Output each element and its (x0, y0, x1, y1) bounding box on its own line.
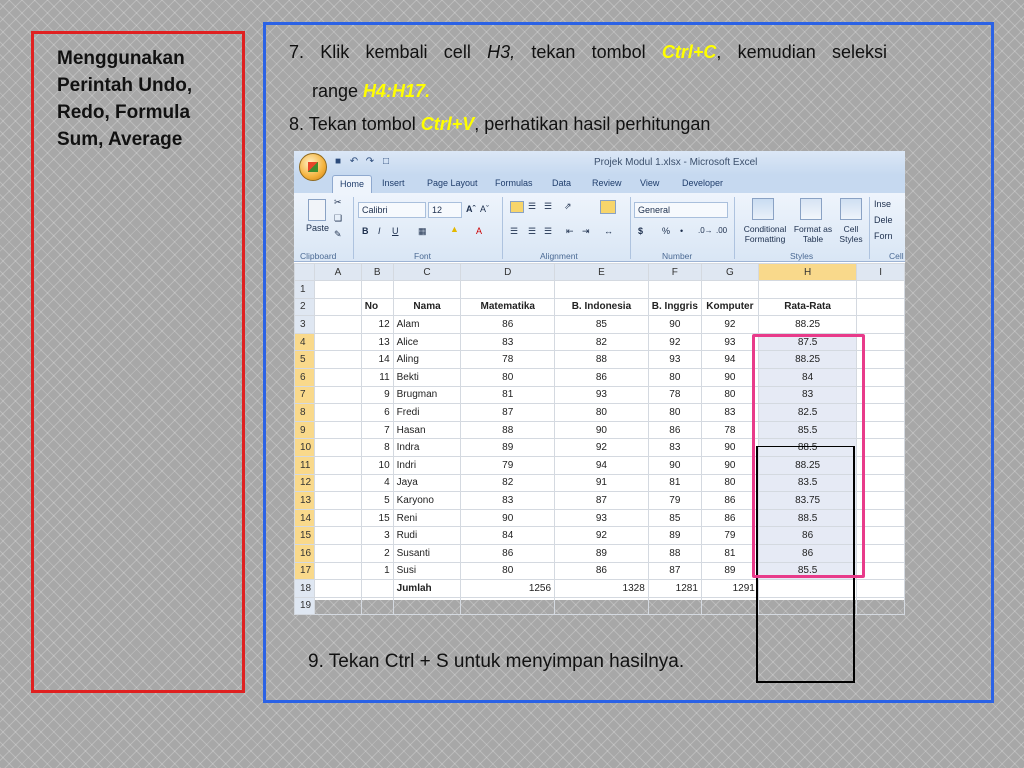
grow-font-icon[interactable]: Aˆ (466, 204, 476, 214)
column-header[interactable]: H (758, 264, 857, 281)
cell[interactable] (555, 597, 649, 615)
cell[interactable]: 5 (361, 492, 393, 510)
font-size-select[interactable]: 12 (428, 202, 462, 218)
step-8: 8. Tekan tombol Ctrl+V, perhatikan hasil perhitungan (289, 114, 711, 134)
row-header[interactable]: 4 (295, 333, 315, 351)
cell[interactable]: 90 (648, 456, 701, 474)
format-as-table-button[interactable]: Format as Table (793, 224, 833, 244)
fill-color-icon[interactable]: ▲ (450, 224, 459, 234)
total-cell[interactable]: 1328 (555, 580, 649, 598)
cell[interactable]: Alice (393, 333, 461, 351)
cell[interactable]: 80 (461, 562, 555, 580)
tab-formulas[interactable]: Formulas (495, 178, 533, 188)
header-cell[interactable]: B. Inggris (648, 298, 701, 316)
cell[interactable] (315, 404, 362, 422)
bold-icon[interactable]: B (362, 226, 369, 236)
cell[interactable]: 79 (461, 456, 555, 474)
cell[interactable]: 89 (701, 562, 758, 580)
table-row (295, 281, 905, 299)
cell[interactable] (315, 368, 362, 386)
header-cell[interactable]: Matematika (461, 298, 555, 316)
orientation-icon[interactable]: ⇗ (564, 201, 572, 211)
header-cell[interactable]: Komputer (701, 298, 758, 316)
cell[interactable] (857, 298, 905, 316)
cell[interactable] (701, 597, 758, 615)
cell[interactable] (315, 351, 362, 369)
cell[interactable]: 86 (648, 421, 701, 439)
average-cell[interactable]: 85.5 (758, 562, 857, 580)
borders-icon[interactable]: ▦ (418, 226, 427, 236)
number-format-select[interactable]: General (634, 202, 728, 218)
cell[interactable] (857, 316, 905, 334)
cell[interactable]: Aling (393, 351, 461, 369)
cell[interactable]: 87 (461, 404, 555, 422)
cell[interactable] (648, 597, 701, 615)
cell[interactable]: 90 (701, 439, 758, 457)
save-icon[interactable]: ■ (334, 156, 342, 167)
cell[interactable]: 86 (555, 562, 649, 580)
table-row (295, 316, 905, 334)
cell[interactable] (393, 597, 461, 615)
cell[interactable] (315, 421, 362, 439)
cell[interactable] (393, 281, 461, 299)
italic-icon[interactable]: I (378, 226, 381, 236)
separator (353, 197, 354, 259)
average-cell[interactable]: 82.5 (758, 404, 857, 422)
highlight-box (752, 334, 865, 578)
tab-developer[interactable]: Developer (682, 178, 724, 188)
cell[interactable]: 83 (648, 439, 701, 457)
cut-icon[interactable]: ✂ (334, 197, 342, 207)
average-cell[interactable]: 88.25 (758, 456, 857, 474)
delete-cells-button[interactable]: Dele (874, 215, 893, 225)
cell[interactable]: 78 (648, 386, 701, 404)
format-as-table-icon[interactable] (800, 198, 822, 220)
cell[interactable]: 80 (648, 368, 701, 386)
cell[interactable]: 86 (461, 316, 555, 334)
undo-icon[interactable]: ↶ (349, 156, 359, 167)
row-header[interactable]: 15 (295, 527, 315, 545)
ribbon-tabs (294, 175, 905, 193)
percent-icon[interactable]: % (662, 226, 671, 236)
cell[interactable]: 90 (555, 421, 649, 439)
cell[interactable]: 86 (701, 492, 758, 510)
tab-view[interactable]: View (640, 178, 660, 188)
cell[interactable]: 15 (361, 509, 393, 527)
row-header[interactable]: 18 (295, 580, 315, 598)
average-cell[interactable]: 88.25 (758, 316, 857, 334)
cell[interactable]: 83 (461, 492, 555, 510)
cell[interactable]: 82 (555, 333, 649, 351)
cell[interactable] (315, 333, 362, 351)
average-cell[interactable]: 83 (758, 386, 857, 404)
tab-data[interactable]: Data (552, 178, 572, 188)
cell[interactable]: 85 (648, 509, 701, 527)
column-header[interactable]: E (555, 264, 649, 281)
cell[interactable] (315, 597, 362, 615)
row-header[interactable]: 2 (295, 298, 315, 316)
total-cell[interactable]: 1281 (648, 580, 701, 598)
conditional-formatting-icon[interactable] (752, 198, 774, 220)
format-painter-icon[interactable]: ✎ (334, 229, 342, 239)
cell[interactable] (315, 386, 362, 404)
cell[interactable]: 10 (361, 456, 393, 474)
cell[interactable]: 13 (361, 333, 393, 351)
cell[interactable]: 80 (461, 368, 555, 386)
copy-icon[interactable]: ❏ (334, 213, 343, 223)
cell[interactable]: 92 (701, 316, 758, 334)
cell[interactable]: 83 (461, 333, 555, 351)
average-cell[interactable]: 88.5 (758, 439, 857, 457)
cell[interactable]: 93 (555, 386, 649, 404)
align-top-icon[interactable] (510, 201, 524, 213)
ribbon (294, 193, 905, 262)
cell[interactable] (315, 439, 362, 457)
quick-access-toolbar (332, 156, 392, 168)
cell[interactable]: 92 (555, 439, 649, 457)
column-header[interactable]: I (857, 264, 905, 281)
cell[interactable]: 1 (361, 562, 393, 580)
average-cell[interactable]: 84 (758, 368, 857, 386)
cell[interactable]: 81 (701, 544, 758, 562)
underline-icon[interactable]: U (392, 226, 399, 236)
slide-title: Menggunakan Perintah Undo, Redo, Formula Sum, Average (57, 48, 193, 150)
step-7-line-1: 7. Klik kembali cell H3, tekan tombol Ctrl+C, kemudian seleksi (289, 42, 887, 62)
cell[interactable] (315, 474, 362, 492)
cell[interactable]: 90 (701, 368, 758, 386)
font-color-icon[interactable]: A (476, 226, 483, 236)
cell[interactable] (461, 597, 555, 615)
cell[interactable] (555, 281, 649, 299)
currency-icon[interactable]: $ (638, 226, 644, 236)
cell[interactable]: 86 (461, 544, 555, 562)
row-header[interactable]: 7 (295, 386, 315, 404)
tab-page-layout[interactable]: Page Layout (427, 178, 478, 188)
cell-styles-icon[interactable] (840, 198, 862, 220)
table-row (295, 298, 905, 316)
cell[interactable] (857, 597, 905, 615)
cell[interactable]: 6 (361, 404, 393, 422)
row-header[interactable]: 9 (295, 421, 315, 439)
cell[interactable] (758, 281, 857, 299)
header-cell[interactable]: Nama (393, 298, 461, 316)
column-header[interactable]: C (393, 264, 461, 281)
shortcut-paste: Ctrl+V (420, 114, 475, 134)
cell[interactable] (361, 580, 393, 598)
format-cells-button[interactable]: Forn (874, 231, 893, 241)
cell[interactable]: 8 (361, 439, 393, 457)
cell[interactable]: 80 (648, 404, 701, 422)
cell[interactable] (315, 509, 362, 527)
cell[interactable]: Susi (393, 562, 461, 580)
conditional-formatting-button[interactable]: Conditional Formatting (743, 224, 787, 244)
cell[interactable]: 92 (555, 527, 649, 545)
cell[interactable]: Rudi (393, 527, 461, 545)
align-center-icon[interactable]: ☰ (528, 226, 537, 236)
cell[interactable]: 94 (701, 351, 758, 369)
insert-cells-button[interactable]: Inse (874, 199, 892, 209)
cell[interactable]: 93 (648, 351, 701, 369)
row-header[interactable]: 1 (295, 281, 315, 299)
separator (502, 197, 503, 259)
new-file-icon[interactable]: □ (382, 156, 390, 167)
cell[interactable]: 84 (461, 527, 555, 545)
row-header[interactable]: 13 (295, 492, 315, 510)
column-header[interactable]: B (361, 264, 393, 281)
cell[interactable] (315, 492, 362, 510)
cell[interactable]: Susanti (393, 544, 461, 562)
cell[interactable]: 78 (701, 421, 758, 439)
average-cell[interactable]: 88.5 (758, 509, 857, 527)
clipboard-group-label: Clipboard (300, 251, 337, 261)
cell[interactable] (315, 580, 362, 598)
average-cell[interactable]: 83.75 (758, 492, 857, 510)
separator (869, 197, 870, 259)
window-title: Projek Modul 1.xlsx - Microsoft Excel (594, 157, 758, 168)
cell[interactable]: Fredi (393, 404, 461, 422)
cell[interactable]: 89 (648, 527, 701, 545)
cell-styles-button[interactable]: Cell Styles (839, 224, 863, 244)
cell[interactable]: 88 (461, 421, 555, 439)
cell[interactable]: Hasan (393, 421, 461, 439)
cell[interactable] (315, 544, 362, 562)
comma-icon[interactable]: • (680, 226, 684, 236)
cells-group-label: Cell (889, 251, 904, 261)
increase-indent-icon[interactable]: ⇥ (582, 226, 590, 236)
cell[interactable]: 3 (361, 527, 393, 545)
row-header[interactable]: 6 (295, 368, 315, 386)
cell[interactable] (315, 298, 362, 316)
average-cell[interactable]: 85.5 (758, 421, 857, 439)
total-cell[interactable]: 1291 (701, 580, 758, 598)
increase-decimal-icon[interactable]: .0→ (698, 226, 713, 235)
shrink-font-icon[interactable]: Aˇ (480, 204, 489, 214)
header-cell[interactable]: No (361, 298, 393, 316)
cell[interactable]: 91 (555, 474, 649, 492)
cell[interactable]: 4 (361, 474, 393, 492)
cell[interactable]: 88 (555, 351, 649, 369)
cell[interactable] (857, 580, 905, 598)
cell[interactable]: 85 (555, 316, 649, 334)
average-cell[interactable]: 87.5 (758, 333, 857, 351)
font-group-label: Font (414, 251, 432, 261)
average-cell[interactable]: 86 (758, 527, 857, 545)
align-right-icon[interactable]: ☰ (544, 226, 553, 236)
column-header[interactable]: D (461, 264, 555, 281)
cell[interactable]: 89 (461, 439, 555, 457)
header-cell[interactable]: B. Indonesia (555, 298, 649, 316)
cell[interactable]: Brugman (393, 386, 461, 404)
cell[interactable]: 90 (701, 456, 758, 474)
paste-icon[interactable] (308, 199, 326, 221)
office-button[interactable] (299, 153, 327, 181)
cell[interactable]: 92 (648, 333, 701, 351)
row-header[interactable]: 19 (295, 597, 315, 615)
cell[interactable]: 79 (701, 527, 758, 545)
cell[interactable]: 81 (648, 474, 701, 492)
cell[interactable] (315, 456, 362, 474)
number-group-label: Number (662, 251, 693, 261)
styles-group-label: Styles (790, 251, 814, 261)
cell[interactable]: Jaya (393, 474, 461, 492)
cell[interactable]: 90 (461, 509, 555, 527)
cell[interactable]: 86 (555, 368, 649, 386)
row-header[interactable]: 10 (295, 439, 315, 457)
cell[interactable]: 80 (555, 404, 649, 422)
cell[interactable]: 7 (361, 421, 393, 439)
cell[interactable]: Alam (393, 316, 461, 334)
cell[interactable]: 79 (648, 492, 701, 510)
step-9: 9. Tekan Ctrl + S untuk menyimpan hasilnya. (308, 651, 685, 672)
row-header[interactable]: 17 (295, 562, 315, 580)
cell[interactable] (315, 527, 362, 545)
cell[interactable] (315, 316, 362, 334)
column-header[interactable]: G (701, 264, 758, 281)
decrease-indent-icon[interactable]: ⇤ (566, 226, 574, 236)
separator (734, 197, 735, 259)
cell[interactable]: 87 (555, 492, 649, 510)
cell[interactable]: 88 (648, 544, 701, 562)
alignment-group-label: Alignment (540, 251, 578, 261)
cell[interactable] (701, 281, 758, 299)
wrap-text-icon[interactable] (600, 200, 616, 214)
cell[interactable]: 81 (461, 386, 555, 404)
font-name-select[interactable]: Calibri (358, 202, 426, 218)
align-middle-icon[interactable]: ☰ (528, 201, 537, 211)
average-cell[interactable]: 88.25 (758, 351, 857, 369)
range-ref: H4:H17. (363, 81, 431, 101)
cell[interactable]: 89 (555, 544, 649, 562)
total-label[interactable]: Jumlah (393, 580, 461, 598)
cell[interactable] (361, 597, 393, 615)
shortcut-copy: Ctrl+C (661, 42, 717, 62)
separator (630, 197, 631, 259)
cell[interactable]: 11 (361, 368, 393, 386)
cell[interactable] (648, 281, 701, 299)
cell[interactable] (315, 281, 362, 299)
redo-icon[interactable]: ↷ (365, 156, 375, 167)
cell[interactable] (461, 281, 555, 299)
paste-button[interactable]: Paste (306, 223, 330, 233)
total-cell[interactable]: 1256 (461, 580, 555, 598)
row-header[interactable]: 11 (295, 456, 315, 474)
cell[interactable]: 80 (701, 474, 758, 492)
cell[interactable]: Indri (393, 456, 461, 474)
cell[interactable]: 12 (361, 316, 393, 334)
cell[interactable]: 14 (361, 351, 393, 369)
cell[interactable]: 93 (701, 333, 758, 351)
cell[interactable]: 82 (461, 474, 555, 492)
cell[interactable]: 87 (648, 562, 701, 580)
row-header[interactable]: 5 (295, 351, 315, 369)
cell[interactable]: Indra (393, 439, 461, 457)
cell[interactable]: 9 (361, 386, 393, 404)
tab-review[interactable]: Review (592, 178, 622, 188)
cell[interactable]: 94 (555, 456, 649, 474)
cell[interactable]: 93 (555, 509, 649, 527)
cell[interactable] (315, 562, 362, 580)
decrease-decimal-icon[interactable]: .00 (716, 226, 728, 235)
header-cell[interactable]: Rata-Rata (758, 298, 857, 316)
align-bottom-icon[interactable]: ☰ (544, 201, 553, 211)
align-left-icon[interactable]: ☰ (510, 226, 519, 236)
merge-center-icon[interactable]: ↔ (604, 226, 613, 236)
row-header[interactable]: 12 (295, 474, 315, 492)
cell[interactable]: 90 (648, 316, 701, 334)
select-all-corner[interactable] (295, 264, 315, 281)
row-header[interactable]: 16 (295, 544, 315, 562)
row-header[interactable]: 3 (295, 316, 315, 334)
cell[interactable] (857, 281, 905, 299)
cell[interactable] (361, 281, 393, 299)
average-cell[interactable]: 86 (758, 544, 857, 562)
cell[interactable]: Karyono (393, 492, 461, 510)
cell-ref: H3, (487, 42, 516, 62)
column-header[interactable]: F (648, 264, 701, 281)
step-7-line-2: range H4:H17. (312, 81, 431, 101)
cell[interactable]: Bekti (393, 368, 461, 386)
tab-insert[interactable]: Insert (382, 178, 405, 188)
cell[interactable]: 78 (461, 351, 555, 369)
excel-titlebar (294, 151, 905, 175)
tab-home[interactable]: Home (332, 175, 372, 194)
row-header[interactable]: 8 (295, 404, 315, 422)
step-7-number: 7. (289, 42, 305, 62)
cell[interactable]: 2 (361, 544, 393, 562)
row-header[interactable]: 14 (295, 509, 315, 527)
cell[interactable]: 80 (701, 386, 758, 404)
cell[interactable]: 86 (701, 509, 758, 527)
cell[interactable]: 83 (701, 404, 758, 422)
cell[interactable]: Reni (393, 509, 461, 527)
average-cell[interactable]: 83.5 (758, 474, 857, 492)
column-header[interactable]: A (315, 264, 362, 281)
